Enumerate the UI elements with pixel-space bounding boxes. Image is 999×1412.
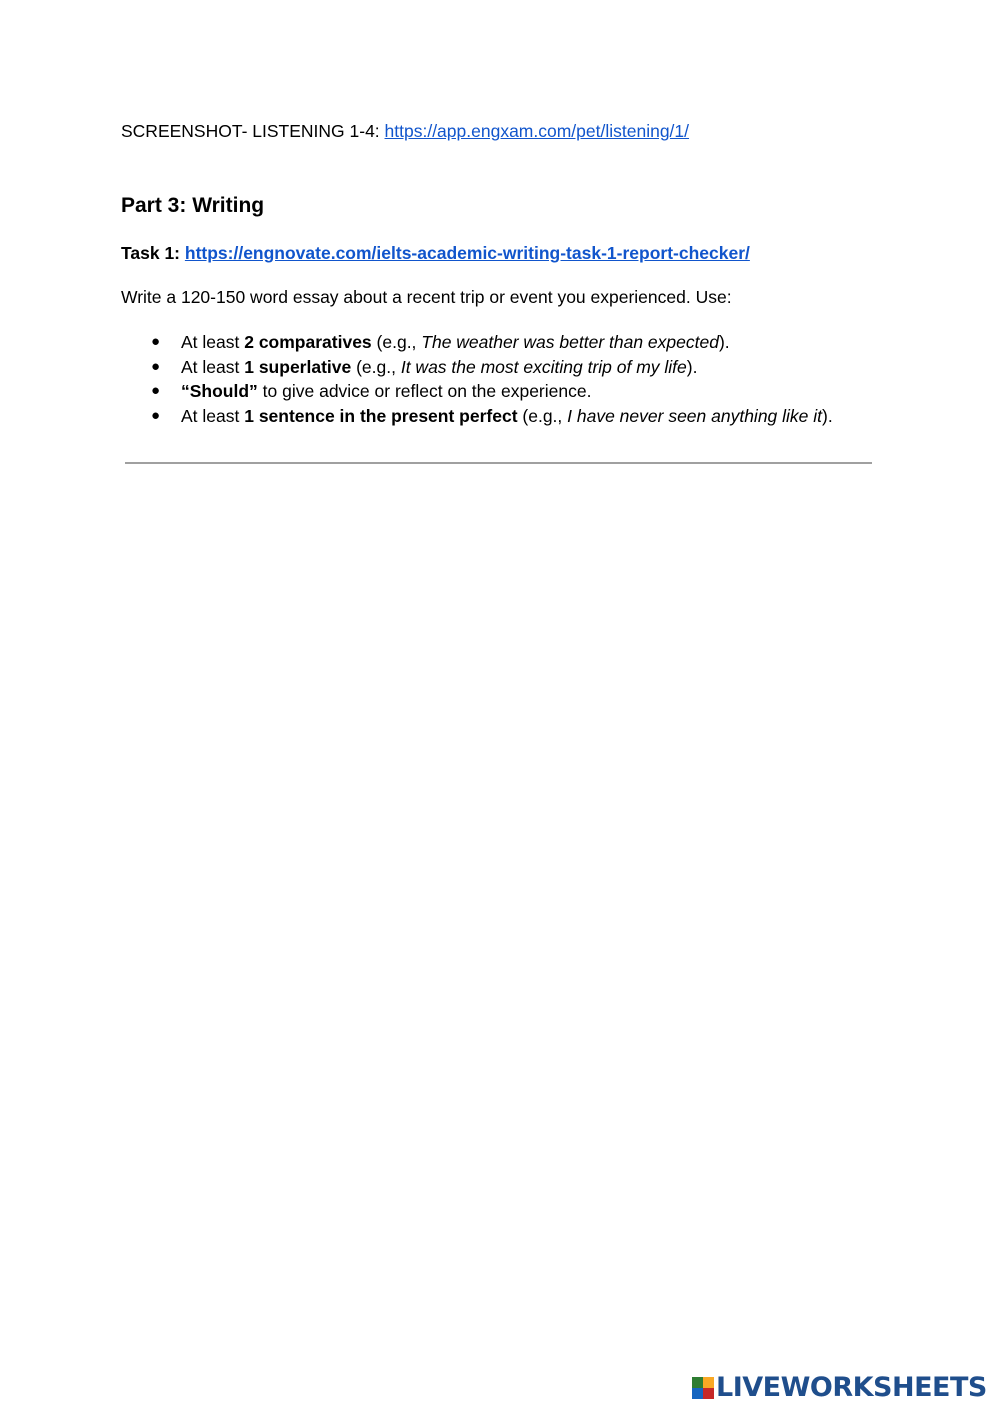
requirements-list xyxy=(121,330,833,429)
list-item xyxy=(121,404,833,429)
item-bold: 1 sentence in the present perfect xyxy=(244,406,518,427)
item-text: to give advice or reflect on the experience. xyxy=(257,381,592,402)
bullet-icon: ● xyxy=(151,382,161,400)
bullet-icon: ● xyxy=(151,407,161,425)
item-text: ). xyxy=(686,356,698,377)
listening-link[interactable]: https://app.engxam.com/pet/listening/1/ xyxy=(384,121,690,141)
item-text: (e.g., xyxy=(517,406,568,427)
item-text: At least xyxy=(181,332,245,352)
bullet-icon: ● xyxy=(151,333,161,350)
item-bold: “Should” xyxy=(181,381,258,402)
item-example: The weather was better than expected xyxy=(421,332,719,352)
item-example: I have never seen anything like it xyxy=(567,406,823,427)
part3-heading: Part 3: Writing xyxy=(121,194,265,217)
item-bold: 2 comparatives xyxy=(244,332,372,352)
listening-label: SCREENSHOT- LISTENING 1-4: xyxy=(121,121,385,141)
liveworksheets-logo xyxy=(692,1373,987,1403)
item-text: (e.g., xyxy=(371,332,422,352)
task1-label: Task 1: xyxy=(121,243,185,263)
item-text: ). xyxy=(718,332,730,352)
list-item xyxy=(121,379,833,404)
task1-link[interactable]: https://engnovate.com/ielts-academic-writing-task-1-report-checker/ xyxy=(184,243,750,263)
listening-line xyxy=(121,120,689,142)
logo-wordmark: LIVEWORKSHEETS xyxy=(716,1372,987,1403)
task1-line xyxy=(121,242,750,264)
bullet-icon: ● xyxy=(151,357,161,375)
item-text: (e.g., xyxy=(351,356,401,377)
item-example: It was the most exciting trip of my life xyxy=(400,356,687,377)
item-text: At least xyxy=(181,356,245,377)
item-text: ). xyxy=(822,406,833,427)
liveworksheets-logo-icon xyxy=(692,1377,714,1399)
list-item xyxy=(121,355,833,380)
item-text: At least xyxy=(181,406,245,427)
item-bold: 1 superlative xyxy=(244,356,352,377)
list-item xyxy=(121,330,833,355)
horizontal-divider xyxy=(125,462,872,464)
essay-instructions: Write a 120-150 word essay about a recent trip or event you experienced. Use: xyxy=(121,287,732,307)
